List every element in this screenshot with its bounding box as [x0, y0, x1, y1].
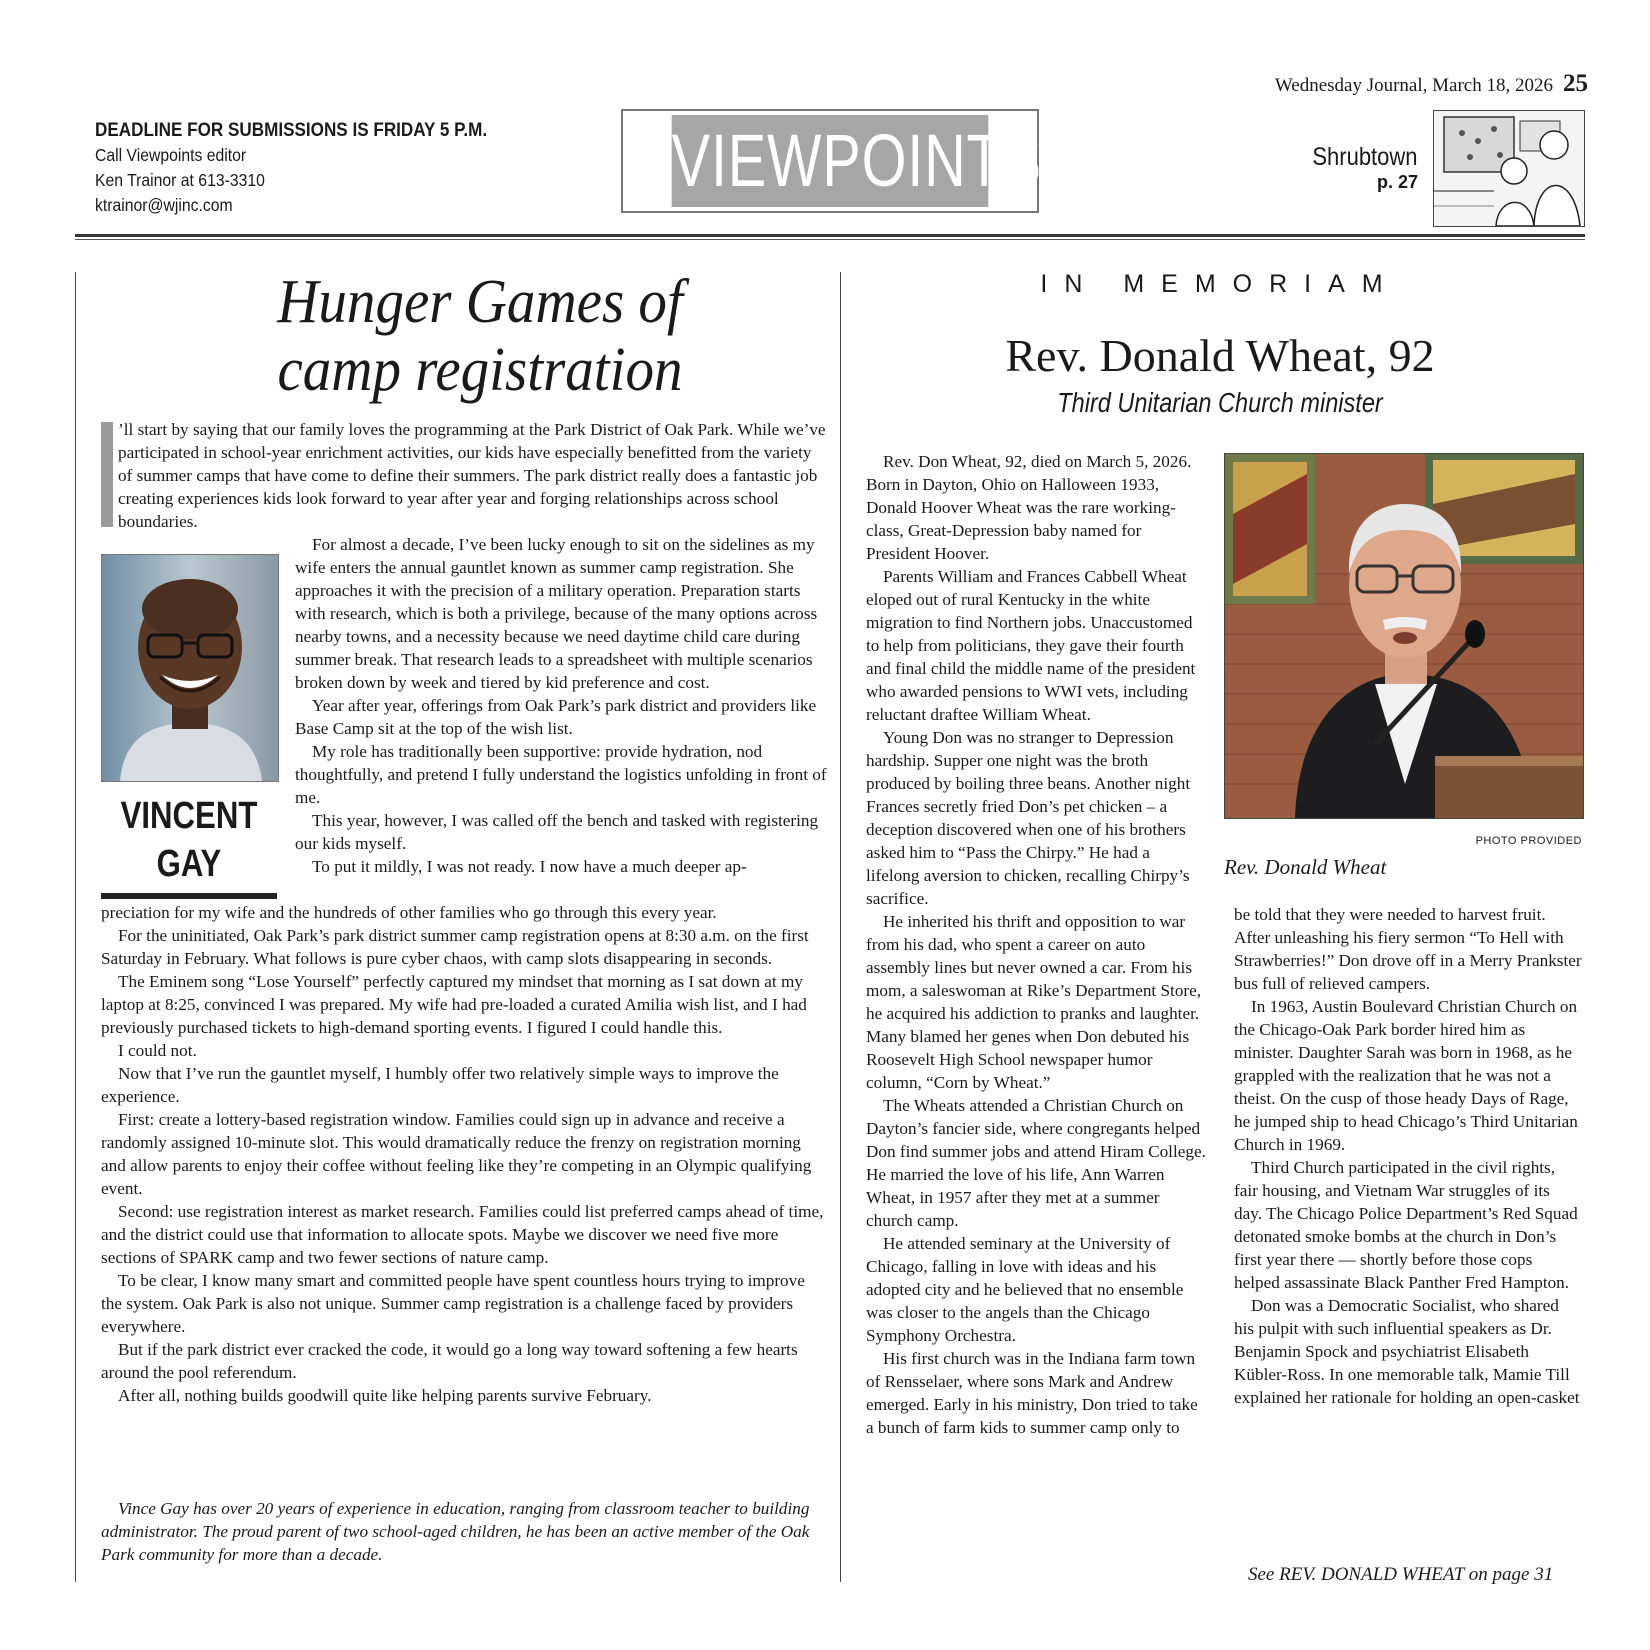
obituary-headline: Rev. Donald Wheat, 92 — [1005, 330, 1435, 381]
obit-paragraph: He inherited his thrift and opposition to war from his dad, who spent a career on auto assembly lines but never owned a car. From his mom, a saleswoman at Rike’s Department Store, he acquired his addiction to pranks and laughter. Many blamed her genes when Don debuted his Roosevelt High School newspaper humor column, “Corn by Wheat.” — [866, 912, 1202, 1092]
body-paragraph: First: create a lottery-based registration window. Families could sign up in advance and receive a randomly assigned 10-minute slot. This would dramatically reduce the frenzy on registration morning and allow parents to enjoy their coffee without feeling like they’re competing in an Olympic qualifying event. — [101, 1110, 812, 1198]
obit-paragraph: His first church was in the Indiana farm town of Rensselaer, where sons Mark and Andrew emerged. Early in his ministry, Don tried to take a bunch of farm kids to summer camp only to — [866, 1349, 1198, 1437]
header-rule — [75, 234, 1585, 237]
promo-label[interactable] — [1298, 143, 1418, 193]
obituary-subtitle: Third Unitarian Church minister — [1057, 387, 1383, 418]
obit-paragraph: He attended seminary at the University of Chicago, falling in love with ideas and his adopted city and he believed that no ensemble was closer to the angels than the Chicago Symphony Orchestra. — [866, 1234, 1184, 1345]
body-paragraph: To be clear, I know many smart and committed people have spent countless hours trying to improve the system. Oak Park is also not unique. Summer camp registration is a challenge faced by providers everywhere. — [101, 1271, 805, 1336]
submission-info — [95, 118, 487, 218]
obit-paragraph: Rev. Don Wheat, 92, died on March 5, 2026. Born in Dayton, Ohio on Halloween 1933, Donald Hoover Wheat was the rare working-class, Great-Depression baby named for President Hoover. — [866, 452, 1192, 563]
obit-paragraph: Don was a Democratic Socialist, who shared his pulpit with such influential speakers as Dr. Benjamin Spock and psychiatrist Elisabeth Kübler-Ross. In one memorable talk, Mamie Till explained her rationale for holding an open-casket — [1234, 1296, 1580, 1407]
obit-paragraph: Third Church participated in the civil rights, fair housing, and Vietnam War struggles of its day. The Chicago Police Department’s Red Squad detonated smoke bombs at the church in Don’s first year there — shortly before those cops helped assassinate Black Panther Fred Hampton. — [1234, 1158, 1578, 1292]
photo-credit: PHOTO PROVIDED — [1475, 835, 1582, 847]
drop-cap-bar — [101, 422, 113, 527]
headline-line-1: Hunger Games of — [277, 268, 683, 336]
obit-paragraph: Parents William and Frances Cabbell Wheat eloped out of rural Kentucky in the white migration to find Northern jobs. Unaccustomed to help from politicians, they gave their fourth and final child the middle name of the president who awarded pensions to WWI vets, including reluctant draftee William Wheat. — [866, 567, 1196, 724]
body-paragraph: The Eminem song “Lose Yourself” perfectly captured my mindset that morning as I sat down at my laptop at 8:25, convinced I was prepared. My wife had pre-loaded a curated Amilia wish list, and I had previously purchased tickets to high-demand sporting events. I figured I could handle this. — [101, 972, 807, 1037]
author-last-name: GAY — [156, 843, 222, 885]
continued-jump-line[interactable]: See REV. DONALD WHEAT on page 31 — [1248, 1564, 1554, 1585]
section-banner — [621, 109, 1042, 213]
promo-page: p. 27 — [1376, 172, 1418, 192]
body-paragraph: But if the park district ever cracked the code, it would go a long way toward softening a few hearts around the pool referendum. — [101, 1340, 798, 1382]
body-paragraph: I could not. — [118, 1041, 197, 1060]
body-paragraph: Year after year, offerings from Oak Park’s park district and providers like Base Camp sit at the top of the wish list. — [295, 696, 817, 738]
folio-text: Wednesday Journal, March 18, 2026 — [1274, 75, 1553, 96]
obit-paragraph: The Wheats attended a Christian Church on Dayton’s fancier side, where congregants helped Don find summer jobs and attend Hiram College. He married the love of his life, Ann Warren Wheat, in 1957 after they met at a summer church camp. — [866, 1096, 1206, 1230]
headline-line-2: camp registration — [277, 336, 683, 404]
cartoon-thumbnail-image[interactable] — [1433, 110, 1585, 227]
byline-rule — [101, 893, 277, 899]
deadline-text: DEADLINE FOR SUBMISSIONS IS FRIDAY 5 P.M. — [95, 120, 488, 141]
folio — [1275, 70, 1588, 98]
section-title: VIEWPOINTS — [672, 115, 989, 207]
body-paragraph: To put it mildly, I was not ready. I now have a much deeper ap- — [312, 857, 747, 876]
obit-paragraph: Young Don was no stranger to Depression hardship. Supper one night was the broth produced by boiling three beans. Another night Frances secretly fried Don’s pet chicken – a deception discovered when one of his brothers asked him to “Pass the Chirpy.” He had a lifelong aversion to chicken, recalling Chirpy’s sacrifice. — [866, 728, 1191, 908]
bio-paragraph: Vince Gay has over 20 years of experience in education, ranging from classroom teacher to building administrator. The proud parent of two school-aged children, he has been an active member of the Oak Park community for more than a decade. — [101, 1499, 810, 1564]
article-body-narrow — [295, 533, 828, 878]
editor-line-2: Ken Trainor at 613-3310 — [95, 170, 265, 190]
body-paragraph: Now that I’ve run the gauntlet myself, I humbly offer two relatively simple ways to improve the experience. — [101, 1064, 779, 1106]
memoriam-kicker: IN MEMORIAM — [1040, 270, 1400, 298]
body-paragraph: After all, nothing builds goodwill quite like helping parents survive February. — [118, 1386, 652, 1405]
body-paragraph: Second: use registration interest as market research. Families could list preferred camps ahead of time, and the district could use that information to allocate spots. Maybe we discover we need five more sections of SPARK camp and two fewer sections of nature camp. — [101, 1202, 824, 1267]
obituary-photo-image — [1224, 453, 1584, 819]
photo-caption: Rev. Donald Wheat — [1224, 855, 1387, 879]
header-rule-thin — [75, 239, 1585, 240]
editor-line-1: Call Viewpoints editor — [95, 145, 247, 165]
body-paragraph: For almost a decade, I’ve been lucky enough to sit on the sidelines as my wife enters the annual gauntlet known as summer camp registration. She approaches it with the precision of a military operation. Preparation starts with research, which is both a privilege, because of the many options across nearby towns, and a necessity because we need daytime child care during summer break. That research leads to a spreadsheet with multiple scenarios broken down by week and tiered by kid preference and cost. — [295, 535, 818, 692]
body-paragraph: My role has traditionally been supportive: provide hydration, nod thoughtfully, and pretend I fully understand the logistics unfolding in front of me. — [295, 742, 827, 807]
article-body-wide — [101, 901, 828, 1407]
author-bio — [101, 1497, 828, 1566]
column-rule-left — [75, 272, 76, 1582]
author-first-name: VINCENT — [120, 795, 258, 837]
obituary-column-2 — [1234, 903, 1582, 1409]
body-paragraph: This year, however, I was called off the bench and tasked with registering our kids myself. — [295, 811, 819, 853]
column-rule-middle — [840, 272, 841, 1582]
body-paragraph: preciation for my wife and the hundreds of other families who go through this every year. — [101, 903, 717, 922]
promo-name: Shrubtown — [1312, 143, 1418, 171]
body-paragraph: For the uninitiated, Oak Park’s park district summer camp registration opens at 8:30 a.m. on the first Saturday in February. What follows is pure cyber chaos, with camp slots disappearing in seconds. — [101, 926, 809, 968]
obit-paragraph: be told that they were needed to harvest fruit. After unleashing his fiery sermon “To Hell with Strawberries!” Don drove off in a Merry Prankster bus full of relieved campers. — [1234, 905, 1582, 993]
article-headline — [259, 268, 701, 404]
editor-email[interactable]: ktrainor@wjinc.com — [95, 195, 233, 215]
page-number: 25 — [1563, 70, 1588, 97]
author-byline — [117, 792, 261, 888]
author-photo-image — [101, 554, 279, 782]
obit-paragraph: In 1963, Austin Boulevard Christian Church on the Chicago-Oak Park border hired him as minister. Daughter Sarah was born in 1968, as he grappled with the realization that he was not a theist. On the cusp of those heady Days of Rage, he jumped ship to head Chicago’s Third Unitarian Church in 1969. — [1234, 997, 1578, 1154]
intro-paragraph: ’ll start by saying that our family loves the programming at the Park District of Oak Park. While we’ve participated in school-year enrichment activities, our kids have especially benefitted from the variety of summer camps that have come to define their summers. The park district really does a fantastic job creating experiences kids look forward to year after year and forging relationships across school boundaries. — [118, 420, 826, 531]
article-intro — [118, 418, 828, 533]
obituary-column-1 — [866, 450, 1207, 1439]
